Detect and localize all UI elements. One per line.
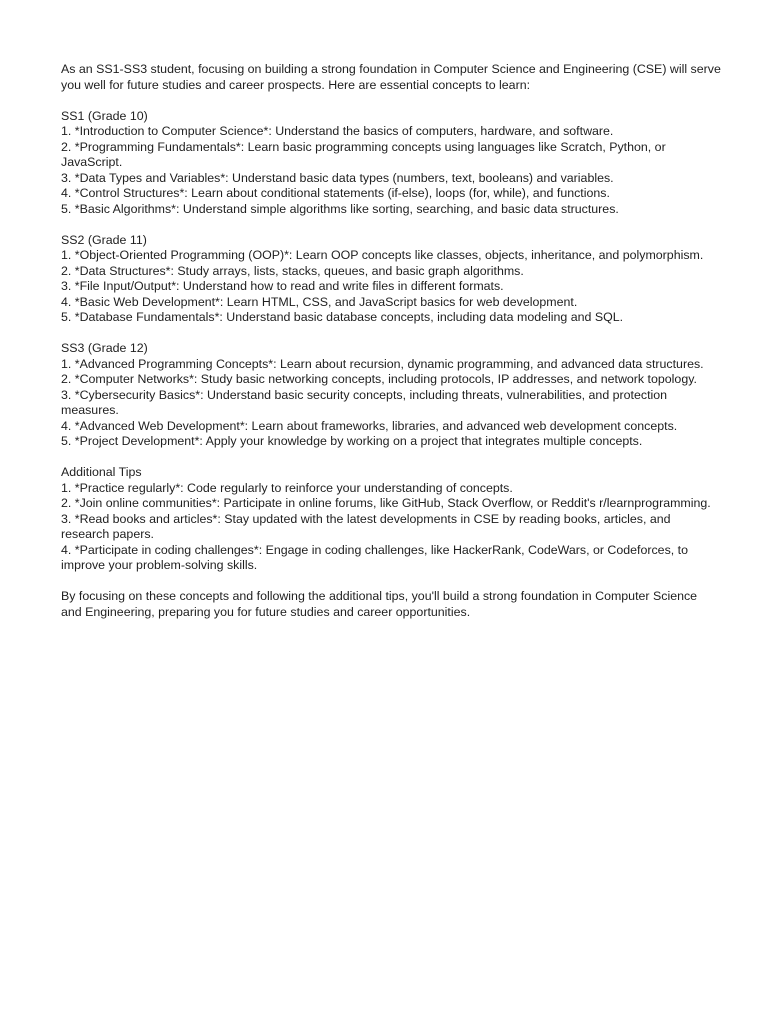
list-item: 4. *Basic Web Development*: Learn HTML, CSS, and JavaScript basics for web development.: [61, 294, 578, 309]
list-item: 4. *Participate in coding challenges*: Engage in coding challenges, like HackerRank, CodeWars, or Codeforces, to improve your problem-solving skills.: [61, 542, 688, 572]
section-heading: SS3 (Grade 12): [61, 341, 148, 355]
section-ss1: [61, 109, 721, 218]
list-item: 2. *Computer Networks*: Study basic networking concepts, including protocols, IP addresses, and network topology.: [61, 372, 697, 386]
list-item: 2. *Programming Fundamentals*: Learn basic programming concepts using languages like Scratch, Python, or JavaScript.: [61, 139, 666, 169]
list-item: 3. *Data Types and Variables*: Understand basic data types (numbers, text, booleans) and variables.: [61, 170, 614, 185]
list-item: 2. *Data Structures*: Study arrays, lists, stacks, queues, and basic graph algorithms.: [61, 263, 524, 278]
intro-paragraph: As an SS1-SS3 student, focusing on building a strong foundation in Computer Science and Engineering (CSE) will serve you well for future studies and career prospects. Here are essential concepts to learn:: [61, 62, 721, 92]
section-heading: SS1 (Grade 10): [61, 108, 148, 123]
list-item: 4. *Control Structures*: Learn about conditional statements (if-else), loops (for, while), and functions.: [61, 186, 610, 200]
section-additional-tips: [61, 465, 721, 574]
list-item: 5. *Database Fundamentals*: Understand basic database concepts, including data modeling and SQL.: [61, 310, 624, 324]
list-item: 1. *Advanced Programming Concepts*: Learn about recursion, dynamic programming, and advanced data structures.: [61, 356, 704, 371]
list-item: 5. *Basic Algorithms*: Understand simple algorithms like sorting, searching, and basic data structures.: [61, 201, 619, 216]
list-item: 1. *Introduction to Computer Science*: Understand the basics of computers, hardware, and software.: [61, 124, 614, 138]
section-heading: SS2 (Grade 11): [61, 232, 147, 247]
section-ss2: [61, 233, 721, 326]
document-page: [61, 62, 721, 636]
list-item: 4. *Advanced Web Development*: Learn about frameworks, libraries, and advanced web development concepts.: [61, 418, 678, 433]
list-item: 2. *Join online communities*: Participate in online forums, like GitHub, Stack Overflow, or Reddit's r/learnprogramming.: [61, 496, 711, 510]
section-heading: Additional Tips: [61, 465, 142, 479]
list-item: 1. *Practice regularly*: Code regularly to reinforce your understanding of concepts.: [61, 480, 513, 495]
list-item: 3. *File Input/Output*: Understand how to read and write files in different formats.: [61, 279, 504, 293]
conclusion-paragraph: By focusing on these concepts and following the additional tips, you'll build a strong foundation in Computer Science and Engineering, preparing you for future studies and career opportunities.: [61, 589, 698, 619]
list-item: 3. *Cybersecurity Basics*: Understand basic security concepts, including threats, vulnerabilities, and protection measures.: [61, 387, 668, 417]
list-item: 5. *Project Development*: Apply your knowledge by working on a project that integrates multiple concepts.: [61, 434, 643, 448]
section-ss3: [61, 341, 721, 450]
list-item: 1. *Object-Oriented Programming (OOP)*: Learn OOP concepts like classes, objects, inheritance, and polymorphism.: [61, 248, 704, 262]
list-item: 3. *Read books and articles*: Stay updated with the latest developments in CSE by reading books, articles, and research papers.: [61, 511, 671, 541]
